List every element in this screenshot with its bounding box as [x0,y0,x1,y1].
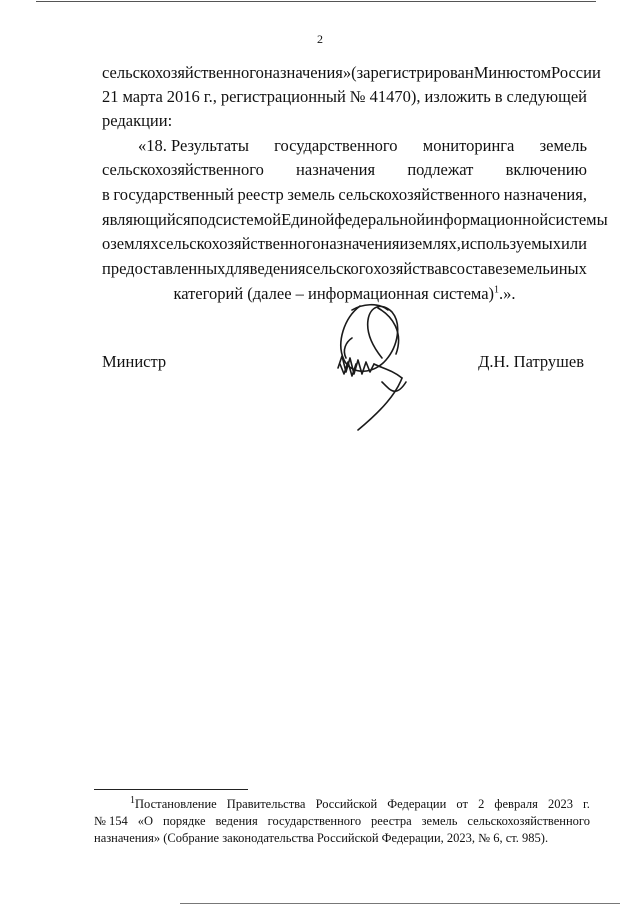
paragraph1-line1: сельскохозяйственного назначения» (зарегистрирован Минюстом России [102,63,601,82]
paragraph2-line5: о землях сельскохозяйственного назначения и землях, используемых или [102,234,587,253]
footnote-separator [94,789,248,790]
footnote-line3: назначения» (Собрание законодательства Российской Федерации, 2023, № 6, ст. 985). [94,831,549,845]
paragraph2-line4: являющийся подсистемой Единой федеральной информационной системы [102,210,608,229]
paragraph1-line3: редакции: [102,111,173,130]
page-number: 2 [317,32,323,46]
scan-edge-bottom [180,903,620,904]
signatory-name: Д.Н. Патрушев [478,352,584,371]
paragraph2-line2: сельскохозяйственного назначения подлежат включению [102,160,587,179]
signatory-title: Министр [102,352,167,371]
scan-edge-top [36,1,596,2]
footnote [94,796,590,847]
footnote-line1: $^1$Постановление Правительства Российской Федерации от 2 февраля 2023 г. [130,794,590,811]
handwritten-signature [322,298,422,438]
paragraph2-line1: «18. Результаты государственного мониторинга земель [138,136,587,155]
paragraph2-line3: в государственный реестр земель сельскохозяйственного назначения, [102,185,587,204]
footnote-mark: 1 [130,794,135,806]
footnote-line2: № 154 «О порядке ведения государственного реестра земель сельскохозяйственного [94,814,590,828]
paragraph2-line7: категорий (далее – информационная система)$^1$.». [173,284,516,303]
footnote-reference: 1 [494,284,500,296]
paragraph2-line6: предоставленных для ведения сельского хозяйства в составе земель иных [102,259,587,278]
paragraph1-line2: 21 марта 2016 г., регистрационный № 41470), изложить в следующей [102,87,587,106]
